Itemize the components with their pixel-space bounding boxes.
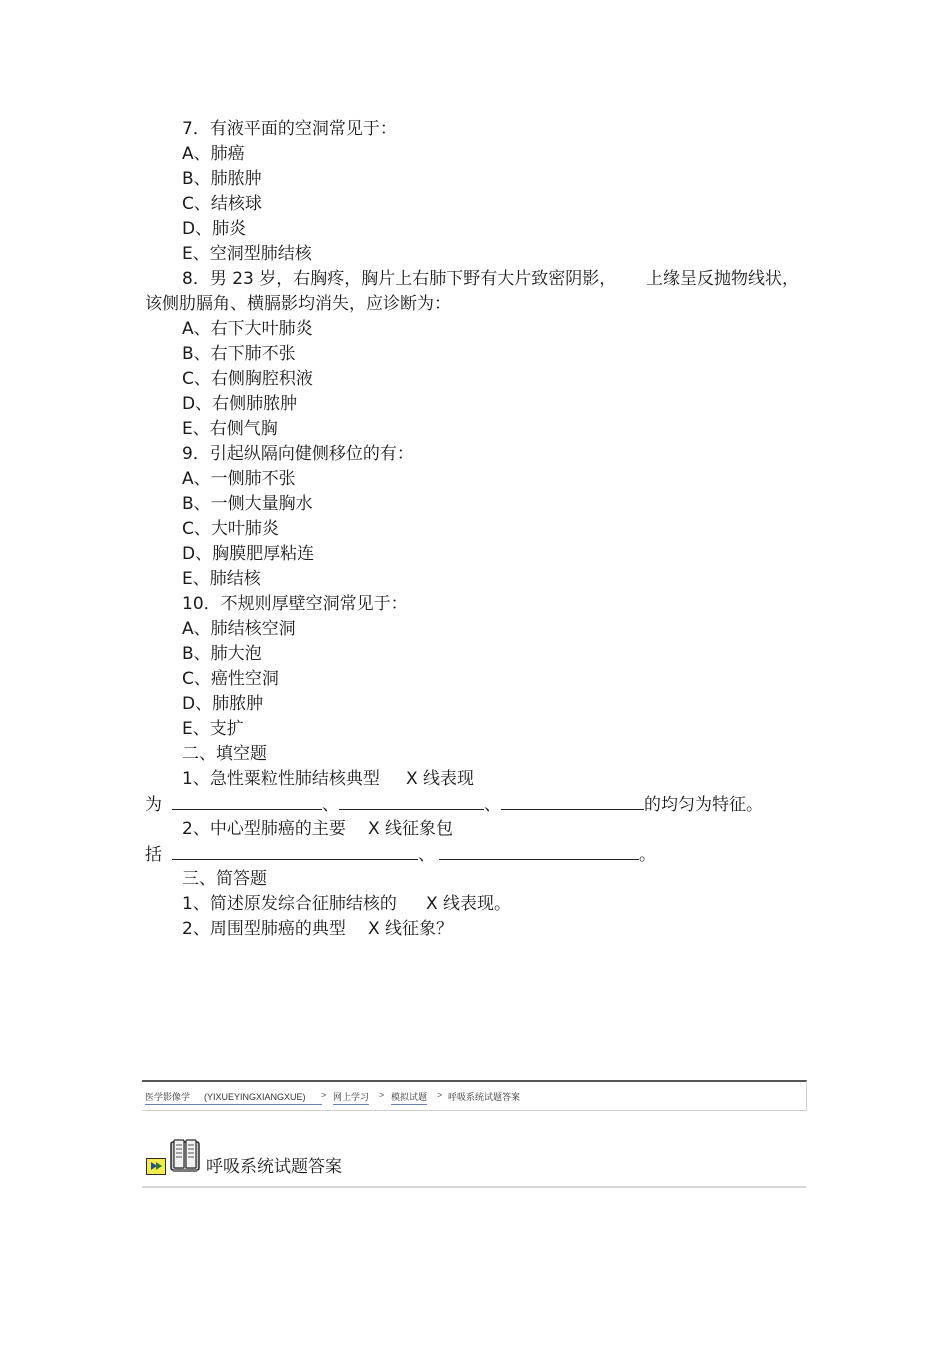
fill-q2-line2 bbox=[145, 843, 656, 866]
book-icon bbox=[169, 1138, 201, 1174]
breadcrumb bbox=[142, 1080, 807, 1111]
q7-option-c: C、结核球 bbox=[182, 194, 262, 214]
q10-stem: 10．不规则厚壁空洞常见于： bbox=[182, 594, 408, 614]
q7-stem: 7．有液平面的空洞常见于： bbox=[182, 119, 397, 139]
q8-option-a: A、右下大叶肺炎 bbox=[182, 319, 313, 339]
arrow-icon bbox=[146, 1158, 166, 1175]
short-heading: 三、简答题 bbox=[182, 869, 267, 889]
article-title: 呼吸系统试题答案 bbox=[206, 1157, 342, 1177]
fill-q1-sep-1: 、 bbox=[322, 795, 339, 815]
q10-option-d: D、肺脓肿 bbox=[182, 694, 264, 714]
short-q1-part1: 1、简述原发综合征肺结核的 bbox=[182, 894, 397, 914]
breadcrumb-sep-1: > bbox=[321, 1090, 327, 1100]
breadcrumb-site-en: (YIXUEYINGXIANGXUE) bbox=[204, 1092, 306, 1102]
fill-q1-line1: 1、急性粟粒性肺结核典型 bbox=[182, 769, 380, 789]
article-heading bbox=[142, 1138, 806, 1182]
fill-q1-sep-2: 、 bbox=[484, 795, 501, 815]
fill-q2-blank-1[interactable] bbox=[172, 843, 418, 860]
q8-stem-line1b: 上缘呈反抛物线状， bbox=[646, 269, 799, 289]
q8-option-d: D、右侧肺脓肿 bbox=[182, 394, 298, 414]
q7-option-e: E、空洞型肺结核 bbox=[182, 244, 312, 264]
q10-option-e: E、支扩 bbox=[182, 719, 244, 739]
fill-q1-suffix: 的均匀为特征。 bbox=[644, 795, 763, 815]
q7-option-b: B、肺脓肿 bbox=[182, 169, 262, 189]
q7-option-d: D、肺炎 bbox=[182, 219, 247, 239]
q10-option-c: C、癌性空洞 bbox=[182, 669, 279, 689]
fill-q2-blank-2[interactable] bbox=[439, 843, 639, 860]
fill-q2-sep: 、 bbox=[418, 845, 435, 865]
breadcrumb-sep-2: > bbox=[379, 1090, 385, 1100]
fill-q1-line1b: X 线表现 bbox=[406, 769, 475, 789]
q9-option-a: A、一侧肺不张 bbox=[182, 469, 296, 489]
q7-option-a: A、肺癌 bbox=[182, 144, 245, 164]
fill-q2-line1b: X 线征象包 bbox=[368, 819, 454, 839]
breadcrumb-item-1[interactable]: 网上学习 bbox=[333, 1090, 369, 1105]
fill-q1-prefix: 为 bbox=[145, 795, 162, 815]
fill-q2-prefix: 括 bbox=[145, 845, 162, 865]
breadcrumb-item-2[interactable]: 模拟试题 bbox=[391, 1090, 427, 1105]
breadcrumb-site-link[interactable] bbox=[145, 1090, 322, 1105]
q8-stem-line1: 8．男 23 岁，右胸疼，胸片上右肺下野有大片致密阴影， bbox=[182, 269, 617, 289]
fill-q1-blank-1[interactable] bbox=[172, 793, 322, 810]
q8-option-e: E、右侧气胸 bbox=[182, 419, 278, 439]
q9-option-b: B、一侧大量胸水 bbox=[182, 494, 313, 514]
short-q2-part2: X 线征象？ bbox=[368, 919, 454, 939]
q9-option-e: E、肺结核 bbox=[182, 569, 261, 589]
short-q2-part1: 2、周围型肺癌的典型 bbox=[182, 919, 346, 939]
fill-q1-blank-3[interactable] bbox=[501, 793, 644, 810]
q8-option-b: B、右下肺不张 bbox=[182, 344, 296, 364]
heading-divider bbox=[142, 1186, 806, 1188]
q9-option-c: C、大叶肺炎 bbox=[182, 519, 279, 539]
breadcrumb-site: 医学影像学 bbox=[145, 1092, 191, 1102]
q8-stem-line2: 该侧肋膈角、横膈影均消失，应诊断为： bbox=[145, 294, 451, 314]
q10-option-b: B、肺大泡 bbox=[182, 644, 262, 664]
breadcrumb-current: 呼吸系统试题答案 bbox=[448, 1092, 521, 1102]
q10-option-a: A、肺结核空洞 bbox=[182, 619, 296, 639]
breadcrumb-sep-3: > bbox=[437, 1090, 443, 1100]
fill-q1-line2 bbox=[145, 793, 763, 816]
fill-q2-suffix: 。 bbox=[639, 845, 656, 865]
short-q1-part2: X 线表现。 bbox=[426, 894, 512, 914]
q9-option-d: D、胸膜肥厚粘连 bbox=[182, 544, 315, 564]
q8-option-c: C、右侧胸腔积液 bbox=[182, 369, 313, 389]
q9-stem: 9．引起纵隔向健侧移位的有： bbox=[182, 444, 414, 464]
fill-q2-line1: 2、中心型肺癌的主要 bbox=[182, 819, 346, 839]
fill-heading: 二、填空题 bbox=[182, 744, 267, 764]
fill-q1-blank-2[interactable] bbox=[339, 793, 484, 810]
